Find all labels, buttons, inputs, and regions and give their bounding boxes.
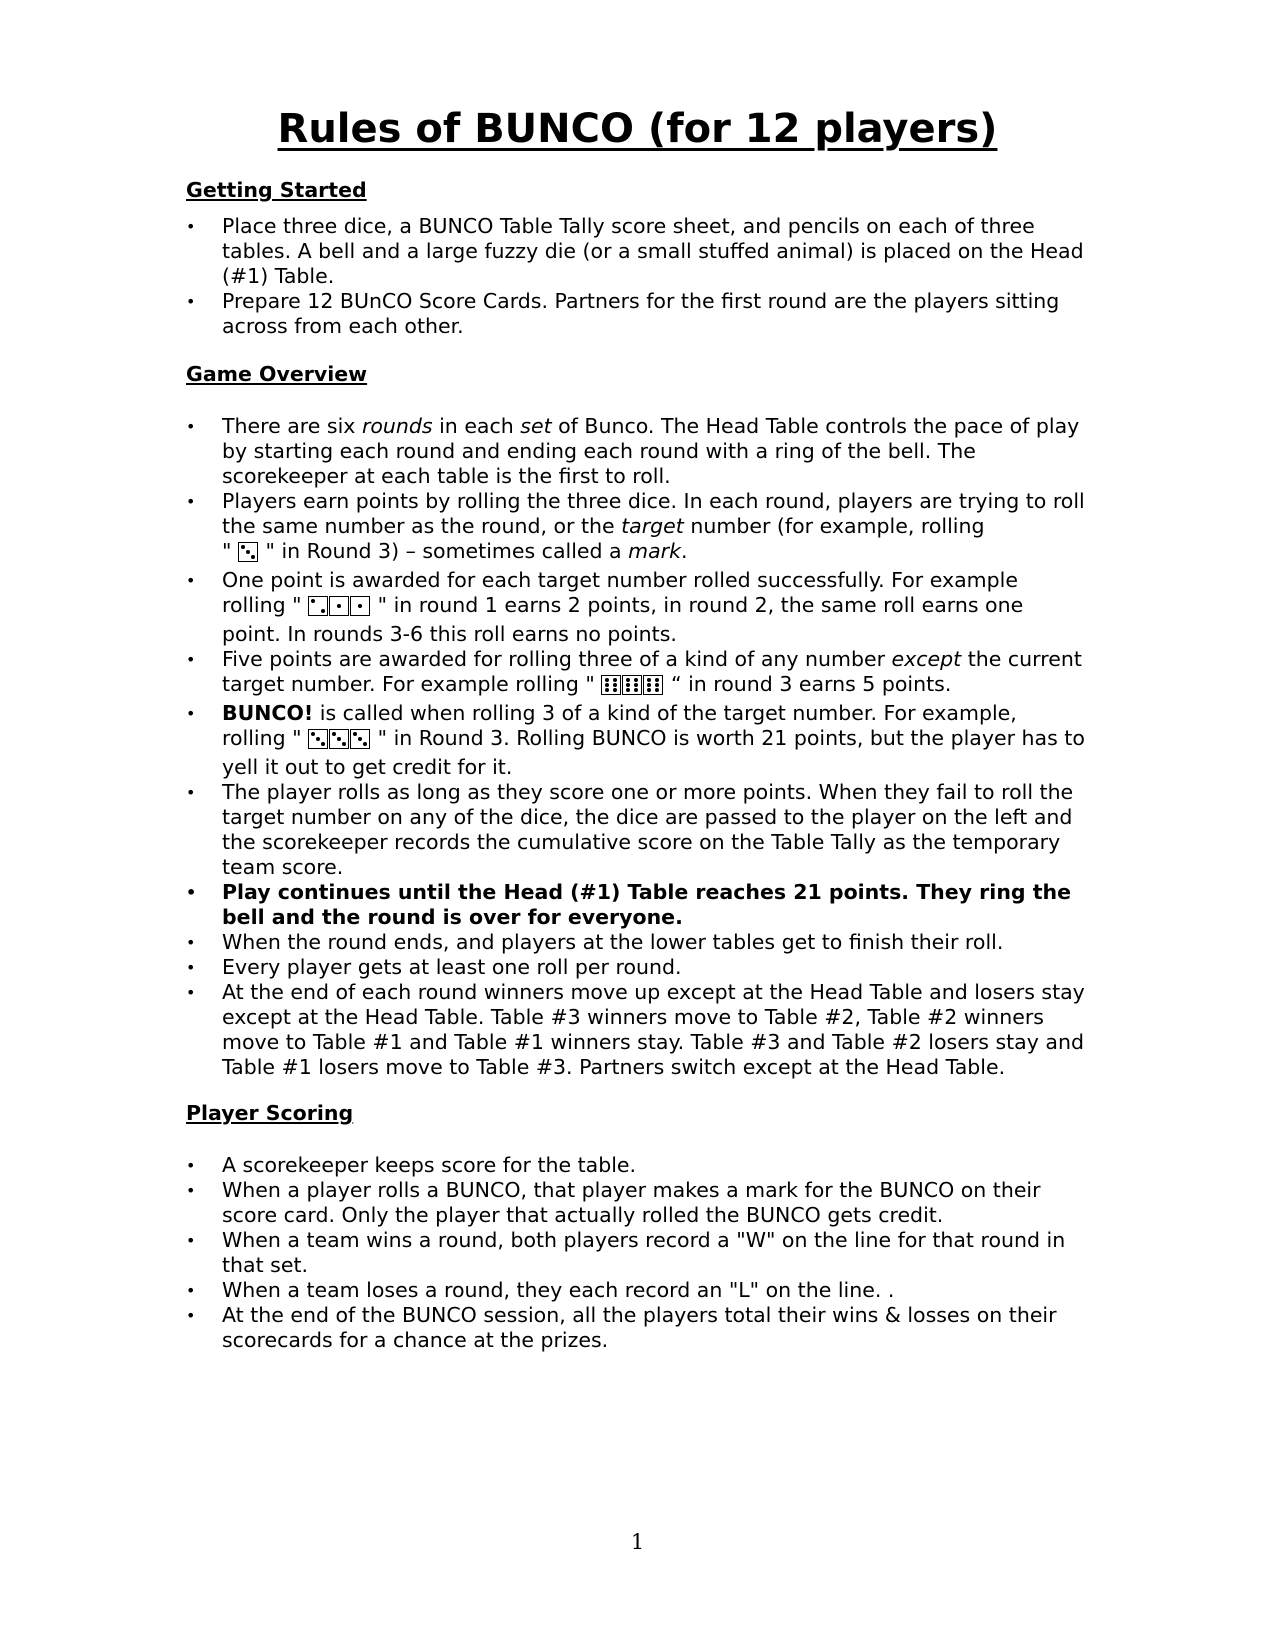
list-item: • One point is awarded for each target number rolled successfully. For example rolling " " in round 1 earns 2 points, in round 2, the same roll earns one point. In rounds 3-6 this roll earns no points.: [186, 568, 1086, 647]
dice-three-icon: [238, 542, 259, 568]
player-scoring-section: [186, 1101, 1086, 1353]
game-overview-list: [186, 414, 1086, 1080]
list-item: • When a team loses a round, they each record an "L" on the line. .: [186, 1278, 1086, 1303]
player-scoring-heading: Player Scoring: [186, 1101, 354, 1125]
list-item: • Players earn points by rolling the three dice. In each round, players are trying to roll the same number as the round, or the target number (for example, rolling " " in Round 3) – sometimes called a mark.: [186, 489, 1086, 568]
getting-started-list: [186, 214, 1086, 339]
getting-started-heading: Getting Started: [186, 178, 367, 202]
list-item: • Place three dice, a BUNCO Table Tally score sheet, and pencils on each of three tables. A bell and a large fuzzy die (or a small stuffed animal) is placed on the Head (#1) Table.: [186, 214, 1086, 289]
list-item: • At the end of the BUNCO session, all the players total their wins & losses on their scorecards for a chance at the prizes.: [186, 1303, 1086, 1353]
game-overview-heading: Game Overview: [186, 362, 368, 386]
dice-three-sixes-icon: [601, 675, 664, 701]
list-item: • A scorekeeper keeps score for the table.: [186, 1153, 1086, 1178]
list-item: • Play continues until the Head (#1) Table reaches 21 points. They ring the bell and the round is over for everyone.: [186, 880, 1086, 930]
list-item: • When the round ends, and players at the lower tables get to finish their roll.: [186, 930, 1086, 955]
list-item: • When a team wins a round, both players record a "W" on the line for that round in that set.: [186, 1228, 1086, 1278]
page-number: 1: [630, 1530, 645, 1554]
page-title: Rules of BUNCO (for 12 players): [277, 106, 998, 152]
list-item: • There are six rounds in each set of Bunco. The Head Table controls the pace of play by starting each round and ending each round with a ring of the bell. The scorekeeper at each table is the first to roll.: [186, 414, 1086, 489]
list-item: • At the end of each round winners move up except at the Head Table and losers stay except at the Head Table. Table #3 winners move to Table #2, Table #2 winners move to Table #1 and Table #1 winners stay. Table #3 and Table #2 losers stay and Table #1 losers move to Table #3. Partners switch except at the Head Table.: [186, 980, 1086, 1080]
dice-three-threes-icon: [308, 729, 371, 755]
list-item: • Five points are awarded for rolling three of a kind of any number except the current target number. For example rolling " “ in round 3 earns 5 points.: [186, 647, 1086, 701]
game-overview-section: [186, 362, 1086, 1080]
list-item: • Prepare 12 BUnCO Score Cards. Partners for the first round are the players sitting across from each other.: [186, 289, 1086, 339]
player-scoring-list: [186, 1153, 1086, 1353]
getting-started-section: [186, 178, 1086, 339]
list-item: • The player rolls as long as they score one or more points. When they fail to roll the target number on any of the dice, the dice are passed to the player on the left and the scorekeeper records the cumulative score on the Table Tally as the temporary team score.: [186, 780, 1086, 880]
list-item: • BUNCO! is called when rolling 3 of a kind of the target number. For example, rolling " " in Round 3. Rolling BUNCO is worth 21 points, but the player has to yell it out to get credit for it.: [186, 701, 1086, 780]
dice-two-one-one-icon: [308, 596, 371, 622]
list-item: • When a player rolls a BUNCO, that player makes a mark for the BUNCO on their score card. Only the player that actually rolled the BUNCO gets credit.: [186, 1178, 1086, 1228]
list-item: • Every player gets at least one roll per round.: [186, 955, 1086, 980]
